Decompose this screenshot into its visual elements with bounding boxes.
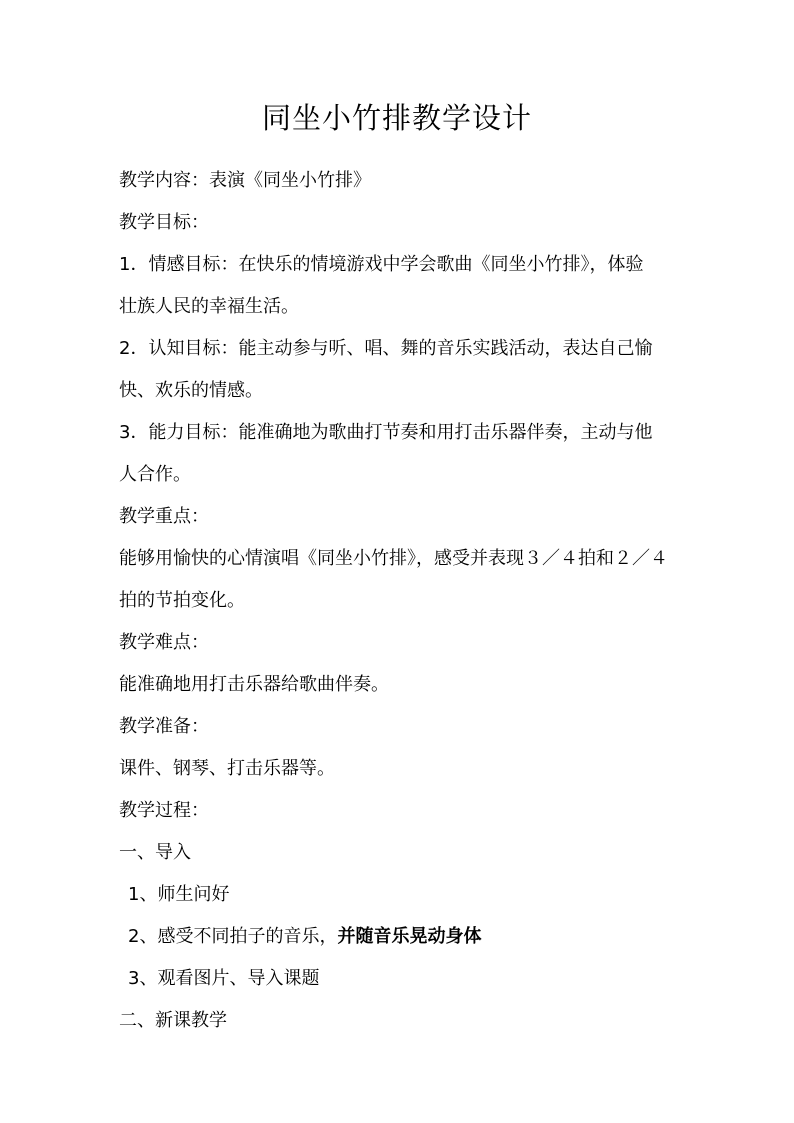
step-3: 3、观看图片、导入课题 bbox=[128, 968, 320, 989]
process-heading: 教学过程： bbox=[119, 800, 209, 821]
difficulties-text: 能准确地用打击乐器给歌曲伴奏。 bbox=[119, 674, 389, 695]
objective-3-line-2: 人合作。 bbox=[119, 464, 191, 485]
preparation-heading: 教学准备： bbox=[119, 716, 209, 737]
step-2-text: 2、感受不同拍子的音乐， bbox=[128, 926, 338, 947]
step-2-bold-text: 并随音乐晃动身体 bbox=[337, 926, 482, 947]
difficulties-heading: 教学难点： bbox=[119, 632, 209, 653]
key-points-line-1: 能够用愉快的心情演唱《同坐小竹排》，感受并表现３／４拍和２／４ bbox=[119, 548, 668, 569]
objective-1-line-2: 壮族人民的幸福生活。 bbox=[119, 296, 299, 317]
objective-2-line-2: 快、欢乐的情感。 bbox=[119, 380, 263, 401]
step-2 bbox=[128, 924, 481, 950]
objective-2-line-1: 2．认知目标：能主动参与听、唱、舞的音乐实践活动，表达自己愉 bbox=[119, 338, 653, 359]
objective-1-line-1: 1．情感目标：在快乐的情境游戏中学会歌曲《同坐小竹排》，体验 bbox=[119, 254, 644, 275]
teaching-content: 教学内容：表演《同坐小竹排》 bbox=[119, 170, 371, 191]
section-1-heading: 一、导入 bbox=[119, 842, 191, 863]
key-points-line-2: 拍的节拍变化。 bbox=[119, 590, 245, 611]
key-points-heading: 教学重点： bbox=[119, 506, 209, 527]
section-2-heading: 二、新课教学 bbox=[119, 1010, 227, 1031]
objective-3-line-1: 3．能力目标：能准确地为歌曲打节奏和用打击乐器伴奏，主动与他 bbox=[119, 422, 653, 443]
objectives-heading: 教学目标： bbox=[119, 212, 209, 233]
page-title: 同坐小竹排教学设计 bbox=[261, 101, 532, 135]
step-1: 1、师生问好 bbox=[128, 884, 230, 905]
preparation-text: 课件、钢琴、打击乐器等。 bbox=[119, 758, 335, 779]
